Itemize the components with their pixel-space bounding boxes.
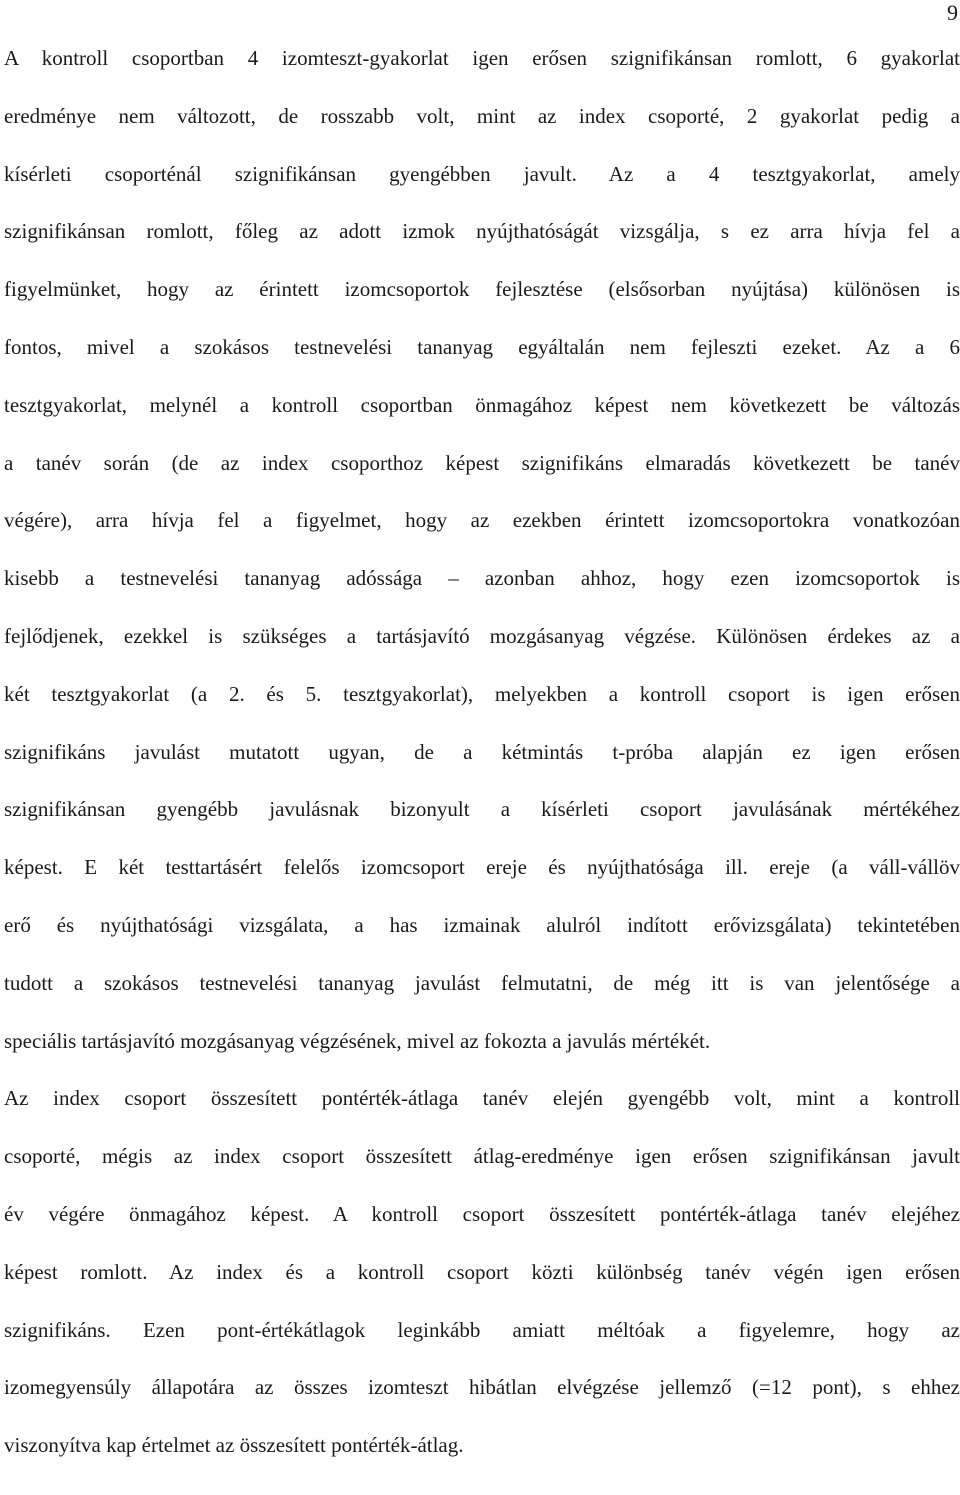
text-line: Az index csoport összesített pontérték-átlaga tanév elején gyengébb volt, mint a kontroll — [4, 1086, 960, 1111]
text-line: erő és nyújthatósági vizsgálata, a has izmainak alulról indított erővizsgálata) tekintetében — [4, 912, 960, 937]
text-line: év végére önmagához képest. A kontroll csoport összesített pontérték-átlaga tanév elejéhez — [4, 1201, 960, 1226]
text-line: képest romlott. Az index és a kontroll csoport közti különbség tanév végén igen erősen — [4, 1259, 960, 1284]
text-line: speciális tartásjavító mozgásanyag végzésének, mivel az fokozta a javulás mértékét. — [4, 1028, 711, 1053]
text-line: viszonyítva kap értelmet az összesített pontérték-átlag. — [4, 1433, 464, 1458]
text-line: kisebb a testnevelési tananyag adóssága – azonban ahhoz, hogy ezen izomcsoportok is — [4, 566, 960, 591]
text-line: a tanév során (de az index csoporthoz képest szignifikáns elmaradás következett be tanév — [4, 450, 960, 475]
text-line: szignifikánsan romlott, főleg az adott izmok nyújthatóságát vizsgálja, s ez arra hívja fel a — [4, 219, 960, 244]
body-text — [4, 38, 960, 1483]
text-line: izomegyensúly állapotára az összes izomteszt hibátlan elvégzése jellemző (=12 pont), s ehhez — [4, 1375, 960, 1400]
text-line: képest. E két testtartásért felelős izomcsoport ereje és nyújthatósága ill. ereje (a váll-vállöv — [4, 855, 960, 880]
text-line: figyelmünket, hogy az érintett izomcsoportok fejlesztése (elsősorban nyújtása) különösen is — [4, 277, 960, 302]
text-line: tesztgyakorlat, melynél a kontroll csoportban önmagához képest nem következett be változás — [4, 392, 960, 417]
text-line: szignifikánsan gyengébb javulásnak bizonyult a kísérleti csoport javulásának mértékéhez — [4, 797, 960, 822]
text-line: csoporté, mégis az index csoport összesített átlag-eredménye igen erősen szignifikánsan javult — [4, 1144, 960, 1169]
text-line: A kontroll csoportban 4 izomteszt-gyakorlat igen erősen szignifikánsan romlott, 6 gyakorlat — [4, 46, 960, 70]
text-line: fontos, mivel a szokásos testnevelési tananyag egyáltalán nem fejleszti ezeket. Az a 6 — [4, 334, 960, 359]
text-line: tudott a szokásos testnevelési tananyag javulást felmutatni, de még itt is van jelentősége a — [4, 970, 960, 995]
paragraph-1 — [4, 38, 960, 1078]
text-line: két tesztgyakorlat (a 2. és 5. tesztgyakorlat), melyekben a kontroll csoport is igen erősen — [4, 681, 960, 706]
text-line: eredménye nem változott, de rosszabb volt, mint az index csoporté, 2 gyakorlat pedig a — [4, 103, 960, 128]
text-line: fejlődjenek, ezekkel is szükséges a tartásjavító mozgásanyag végzése. Különösen érdekes az a — [4, 623, 960, 648]
paragraph-2 — [4, 1078, 960, 1483]
page-number: 9 — [947, 0, 958, 25]
text-line: kísérleti csoporténál szignifikánsan gyengébben javult. Az a 4 tesztgyakorlat, amely — [4, 161, 960, 186]
text-line: végére), arra hívja fel a figyelmet, hogy az ezekben érintett izomcsoportokra vonatkozóan — [4, 508, 960, 533]
text-line: szignifikáns javulást mutatott ugyan, de a kétmintás t-próba alapján ez igen erősen — [4, 739, 960, 764]
text-line: szignifikáns. Ezen pont-értékátlagok leginkább amiatt méltóak a figyelemre, hogy az — [4, 1317, 960, 1342]
